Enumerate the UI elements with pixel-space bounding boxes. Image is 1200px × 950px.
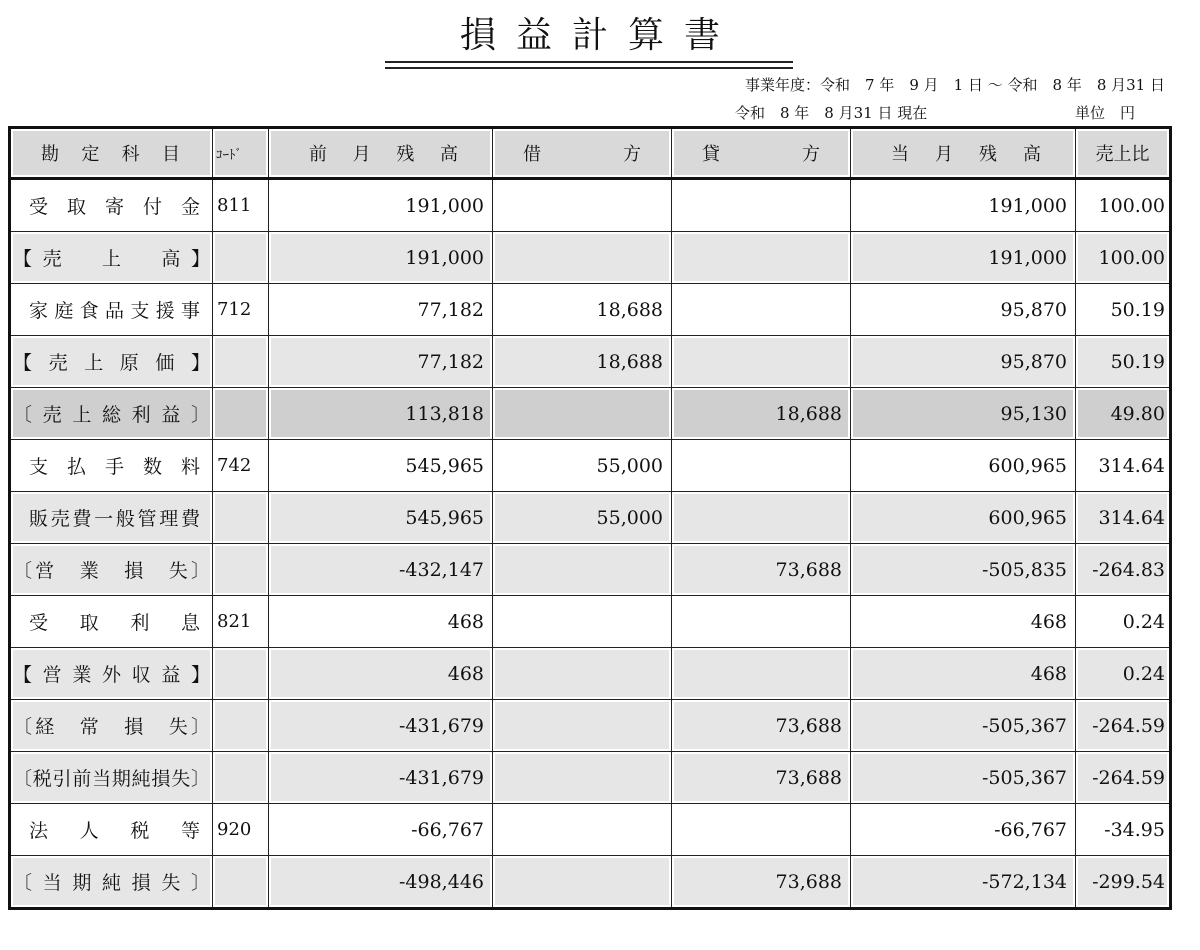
account-code xyxy=(213,700,269,752)
table-row xyxy=(10,179,1171,232)
header-prev-balance: 前月残高 xyxy=(269,128,493,179)
curr-balance: 468 xyxy=(851,596,1076,648)
prev-balance: 468 xyxy=(269,596,493,648)
debit-amount: 18,688 xyxy=(493,284,672,336)
prev-balance: 191,000 xyxy=(269,232,493,284)
account-name: 販売費一般管理費 xyxy=(10,492,213,544)
curr-balance: -505,367 xyxy=(851,700,1076,752)
curr-balance: 191,000 xyxy=(851,179,1076,232)
debit-amount xyxy=(493,856,672,909)
account-code xyxy=(213,752,269,804)
table-row xyxy=(10,856,1171,909)
curr-balance: -572,134 xyxy=(851,856,1076,909)
credit-amount xyxy=(672,336,851,388)
credit-amount xyxy=(672,232,851,284)
sales-ratio: 50.19 xyxy=(1076,284,1171,336)
account-name: 【売 上 高】 xyxy=(10,232,213,284)
account-code xyxy=(213,648,269,700)
sales-ratio: 314.64 xyxy=(1076,440,1171,492)
credit-amount xyxy=(672,440,851,492)
prev-balance: 468 xyxy=(269,648,493,700)
curr-balance: -505,835 xyxy=(851,544,1076,596)
sales-ratio: 50.19 xyxy=(1076,336,1171,388)
prev-balance: 545,965 xyxy=(269,492,493,544)
curr-balance: 468 xyxy=(851,648,1076,700)
sales-ratio: 49.80 xyxy=(1076,388,1171,440)
prev-balance: -431,679 xyxy=(269,700,493,752)
account-name: 〔売上総利益〕 xyxy=(10,388,213,440)
account-code xyxy=(213,388,269,440)
prev-balance: -498,446 xyxy=(269,856,493,909)
debit-amount: 55,000 xyxy=(493,492,672,544)
debit-amount xyxy=(493,544,672,596)
sales-ratio: 0.24 xyxy=(1076,648,1171,700)
prev-balance: 113,818 xyxy=(269,388,493,440)
credit-amount xyxy=(672,284,851,336)
account-name: 家庭食品支援事 xyxy=(10,284,213,336)
account-code xyxy=(213,544,269,596)
credit-amount xyxy=(672,596,851,648)
credit-amount xyxy=(672,179,851,232)
table-row xyxy=(10,648,1171,700)
prev-balance: 77,182 xyxy=(269,284,493,336)
table-row xyxy=(10,336,1171,388)
curr-balance: 191,000 xyxy=(851,232,1076,284)
account-code: 811 xyxy=(213,179,269,232)
table-row xyxy=(10,700,1171,752)
curr-balance: 95,870 xyxy=(851,336,1076,388)
table-row xyxy=(10,232,1171,284)
sales-ratio: 314.64 xyxy=(1076,492,1171,544)
account-code xyxy=(213,856,269,909)
account-code xyxy=(213,336,269,388)
account-name: 法人税等 xyxy=(10,804,213,856)
debit-amount xyxy=(493,596,672,648)
table-row xyxy=(10,492,1171,544)
account-name: 〔営 業 損 失〕 xyxy=(10,544,213,596)
table-body xyxy=(10,179,1171,909)
curr-balance: 95,870 xyxy=(851,284,1076,336)
table-row xyxy=(10,284,1171,336)
sales-ratio: -299.54 xyxy=(1076,856,1171,909)
account-name: 受取利息 xyxy=(10,596,213,648)
fiscal-period: 事業年度：令和 7 年 9 月 1 日 ～ 令和 8 年 8 月31 日 xyxy=(745,76,1165,94)
table-row xyxy=(10,544,1171,596)
currency-unit: 単位 円 xyxy=(1075,104,1136,122)
header-sales-ratio: 売上比 xyxy=(1076,128,1171,179)
sales-ratio: -264.59 xyxy=(1076,700,1171,752)
debit-amount xyxy=(493,752,672,804)
account-name: 〔税引前当期純損失〕 xyxy=(10,752,213,804)
table-row xyxy=(10,440,1171,492)
account-name: 支払手数料 xyxy=(10,440,213,492)
title-underline xyxy=(385,61,793,63)
prev-balance: -431,679 xyxy=(269,752,493,804)
header-debit: 借 方 xyxy=(493,128,672,179)
credit-amount xyxy=(672,648,851,700)
account-code: 821 xyxy=(213,596,269,648)
account-code: 742 xyxy=(213,440,269,492)
income-statement-table xyxy=(8,126,1172,910)
debit-amount xyxy=(493,700,672,752)
credit-amount xyxy=(672,804,851,856)
account-code xyxy=(213,232,269,284)
sales-ratio: 100.00 xyxy=(1076,232,1171,284)
prev-balance: 77,182 xyxy=(269,336,493,388)
prev-balance: -66,767 xyxy=(269,804,493,856)
debit-amount xyxy=(493,388,672,440)
account-name: 〔当期純損失〕 xyxy=(10,856,213,909)
sales-ratio: 100.00 xyxy=(1076,179,1171,232)
header-credit: 貸 方 xyxy=(672,128,851,179)
account-name: 受取寄付金 xyxy=(10,179,213,232)
debit-amount: 55,000 xyxy=(493,440,672,492)
debit-amount xyxy=(493,179,672,232)
table-row xyxy=(10,596,1171,648)
curr-balance: 600,965 xyxy=(851,492,1076,544)
account-code xyxy=(213,492,269,544)
account-name: 〔経 常 損 失〕 xyxy=(10,700,213,752)
sales-ratio: -264.83 xyxy=(1076,544,1171,596)
prev-balance: 191,000 xyxy=(269,179,493,232)
header-row xyxy=(10,128,1171,179)
debit-amount xyxy=(493,648,672,700)
credit-amount: 73,688 xyxy=(672,544,851,596)
debit-amount: 18,688 xyxy=(493,336,672,388)
title-underline-second xyxy=(385,67,793,69)
prev-balance: -432,147 xyxy=(269,544,493,596)
header-curr-balance: 当月残高 xyxy=(851,128,1076,179)
account-name: 【営業外収益】 xyxy=(10,648,213,700)
credit-amount: 73,688 xyxy=(672,856,851,909)
credit-amount: 73,688 xyxy=(672,700,851,752)
table-row xyxy=(10,804,1171,856)
curr-balance: 95,130 xyxy=(851,388,1076,440)
account-name: 【売上原価】 xyxy=(10,336,213,388)
curr-balance: 600,965 xyxy=(851,440,1076,492)
curr-balance: -505,367 xyxy=(851,752,1076,804)
account-code: 920 xyxy=(213,804,269,856)
table-row xyxy=(10,388,1171,440)
document-title: 損益計算書 xyxy=(459,15,740,56)
curr-balance: -66,767 xyxy=(851,804,1076,856)
header-account: 勘定科目 xyxy=(10,128,213,179)
header-code: ｺｰﾄﾞ xyxy=(213,128,269,179)
sales-ratio: -34.95 xyxy=(1076,804,1171,856)
credit-amount: 73,688 xyxy=(672,752,851,804)
credit-amount: 18,688 xyxy=(672,388,851,440)
debit-amount xyxy=(493,232,672,284)
table-row xyxy=(10,752,1171,804)
as-of-date: 令和 8 年 8 月31 日 現在 xyxy=(735,104,928,122)
sales-ratio: 0.24 xyxy=(1076,596,1171,648)
debit-amount xyxy=(493,804,672,856)
credit-amount xyxy=(672,492,851,544)
prev-balance: 545,965 xyxy=(269,440,493,492)
account-code: 712 xyxy=(213,284,269,336)
sales-ratio: -264.59 xyxy=(1076,752,1171,804)
